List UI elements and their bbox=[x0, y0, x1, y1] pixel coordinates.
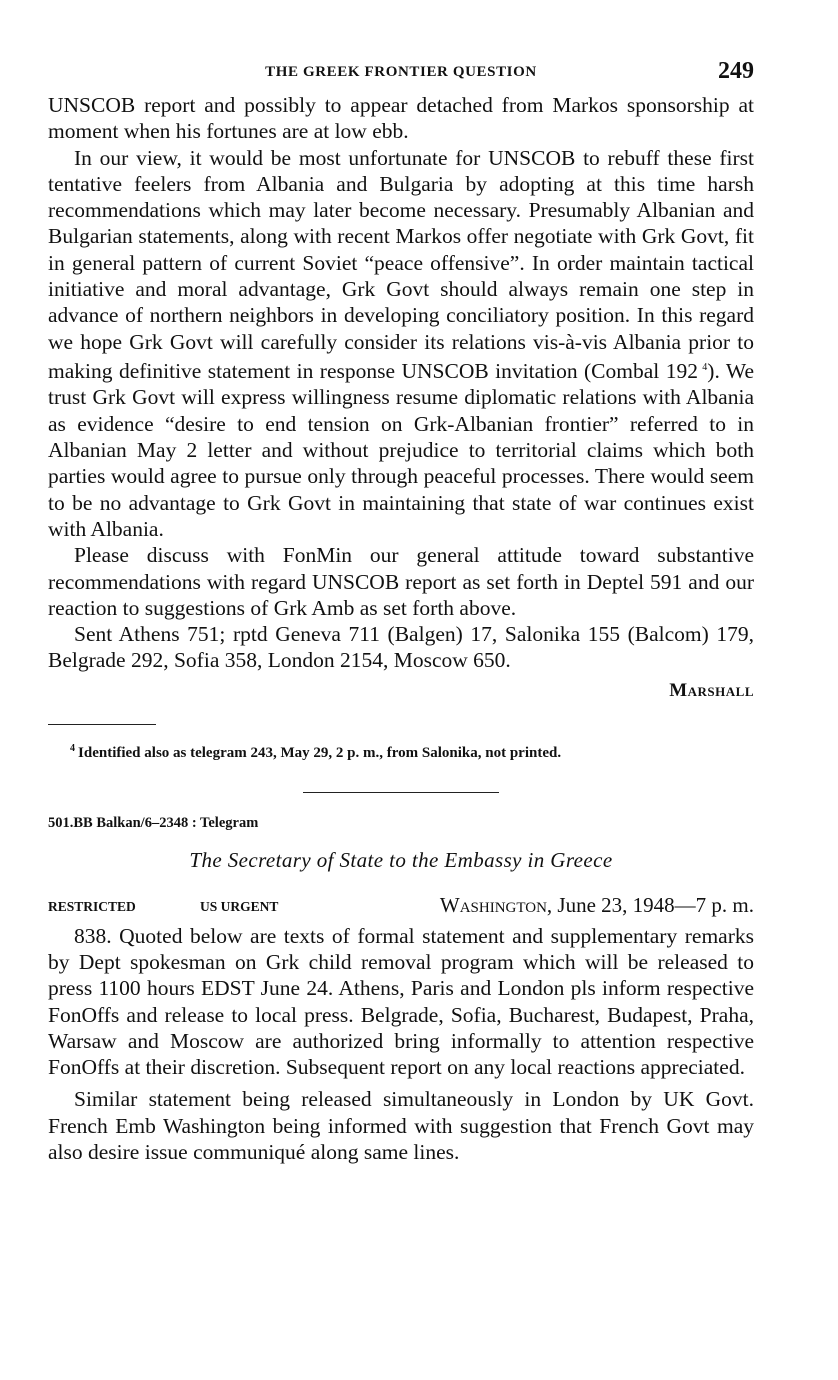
paragraph-2-text-a: In our view, it would be most unfortunate for UNSCOB to rebuff these first tentative feelers from Albania and Bulgaria by adopting at this time harsh recommendations which may later become necessary. Presumably Albanian and Bulgarian statements, along with recent Markos offer negotiate with Grk Govt, fit in general pattern of current Soviet “peace offensive”. In order maintain tactical initiative and moral advantage, Grk Govt should always remain one step in advance of northern neighbors in developing conciliatory position. In this regard we hope Grk Govt will carefully consider its relations vis-à-vis Albania prior to making definitive statement in response UNSCOB invitation (Combal 192 bbox=[48, 145, 754, 384]
running-title: THE GREEK FRONTIER QUESTION bbox=[265, 64, 537, 80]
running-header bbox=[48, 58, 754, 92]
footnote-rule bbox=[48, 724, 156, 725]
signature: Marshall bbox=[669, 679, 754, 701]
date: , June 23, 1948—7 p. m. bbox=[546, 892, 754, 917]
footnote-text: Identified also as telegram 243, May 29, 2 p. m., from Salonika, not printed. bbox=[78, 744, 562, 761]
file-reference: 501.BB Balkan/6–2348 : Telegram bbox=[48, 814, 259, 831]
footnote-reference: 4 bbox=[702, 361, 708, 373]
footnote-mark: 4 bbox=[70, 742, 75, 754]
dateline bbox=[48, 893, 754, 923]
section-separator bbox=[303, 792, 499, 793]
body-paragraph-3: Please discuss with FonMin our general attitude toward substantive recommendations with regard UNSCOB report as set forth in Deptel 591 and our reaction to suggestions of Grk Amb as set forth above. bbox=[48, 543, 754, 620]
classification-label: RESTRICTED bbox=[48, 898, 136, 914]
place-and-date bbox=[440, 893, 754, 918]
place: Washington bbox=[439, 892, 547, 917]
page-number: 249 bbox=[718, 58, 754, 84]
document-page bbox=[48, 58, 754, 1165]
body-paragraph-1: UNSCOB report and possibly to appear detached from Markos sponsorship at moment when his fortunes are at low ebb. bbox=[48, 93, 754, 144]
footnote bbox=[48, 743, 754, 762]
telegram-paragraph-2: Similar statement being released simultaneously in London by UK Govt. French Emb Washington being informed with suggestion that French Govt may also desire issue communiqué along same lines. bbox=[48, 1087, 754, 1165]
body-paragraph-4: Sent Athens 751; rptd Geneva 711 (Balgen) 17, Salonika 155 (Balcom) 179, Belgrade 292, Sofia 358, London 2154, Moscow 650. bbox=[48, 622, 754, 673]
telegram-paragraph-1: 838. Quoted below are texts of formal statement and supplementary remarks by Dept spokesman on Grk child removal program which will be released to press 1100 hours EDST June 24. Athens, Paris and London pls inform respective FonOffs and release to local press. Belgrade, Sofia, Bucharest, Budapest, Praha, Warsaw and Moscow are authorized bring informally to attention respective FonOffs at their discretion. Subsequent report on any local reactions appreciated. bbox=[48, 923, 754, 1080]
document-title: The Secretary of State to the Embassy in Greece bbox=[189, 847, 613, 872]
body-paragraph-2 bbox=[48, 145, 754, 543]
urgency-label: US URGENT bbox=[200, 898, 279, 914]
paragraph-2-text-b: ). We trust Grk Govt will express willingness resume diplomatic relations with Albania as evidence “desire to end tension on Grk-Albanian frontier” referred to in Albanian May 2 letter and without prejudice to territorial claims which both parties would agree to pursue only through peaceful processes. There would seem to be no advantage to Grk Govt in maintaining that state of war continues exist with Albania. bbox=[48, 359, 754, 541]
